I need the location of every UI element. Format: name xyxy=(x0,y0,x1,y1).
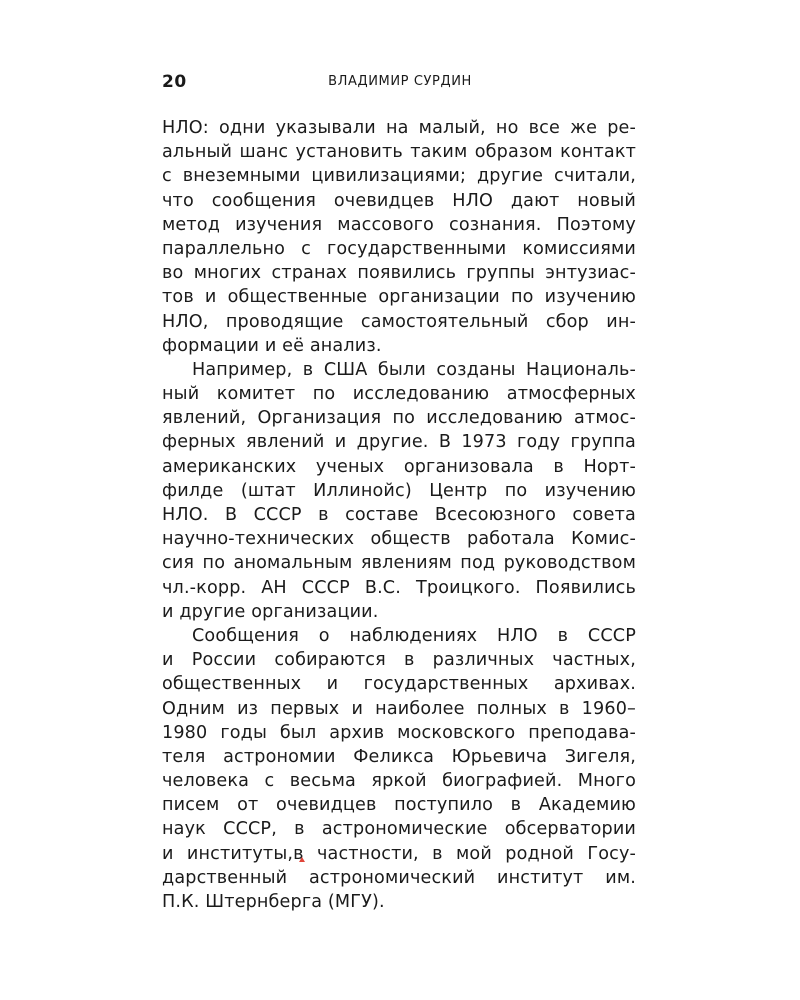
text-line: параллельно с государственными комиссиями xyxy=(162,238,636,259)
text-line: во многих странах появились группы энтузиас- xyxy=(162,263,636,284)
text-line: ный комитет по исследованию атмосферных xyxy=(162,384,636,405)
text-line: НЛО, проводящие самостоятельный сбор ин- xyxy=(162,311,636,332)
text-line: дарственный астрономический институт им. xyxy=(162,867,636,888)
text-line: с внеземными цивилизациями; другие считали, xyxy=(162,166,636,187)
text-line: чл.-корр. АН СССР В.С. Троицкого. Появились xyxy=(162,577,636,598)
paragraph xyxy=(162,358,636,624)
text-line: что сообщения очевидцев НЛО дают новый xyxy=(162,190,636,211)
text-line: тов и общественные организации по изучению xyxy=(162,287,636,308)
text-line: общественных и государственных архивах. xyxy=(162,674,636,695)
text-line: альный шанс установить таким образом контакт xyxy=(162,142,636,163)
text-line: и России собираются в различных частных, xyxy=(162,650,636,671)
text-line: и другие организации. xyxy=(162,601,379,622)
page-number: 20 xyxy=(162,72,187,92)
text-line: филде (штат Иллинойс) Центр по изучению xyxy=(162,480,636,501)
text-line: наук СССР, в астрономические обсерватории xyxy=(162,819,636,840)
running-head-author: ВЛАДИМИР СУРДИН xyxy=(328,74,472,89)
text-line: теля астрономии Феликса Юрьевича Зигеля, xyxy=(162,746,636,767)
red-caret-mark xyxy=(299,857,305,862)
text-line: научно-технических обществ работала Комис- xyxy=(162,529,636,550)
text-line: НЛО: одни указывали на малый, но все же ре- xyxy=(162,118,636,138)
text-line: человека с весьма яркой биографией. Много xyxy=(162,771,636,792)
body-text xyxy=(162,116,636,914)
text-line: метод изучения массового сознания. Поэтому xyxy=(162,214,636,235)
text-line: американских ученых организовала в Норт- xyxy=(162,456,636,477)
text-line: писем от очевидцев поступило в Академию xyxy=(162,795,636,816)
text-line: явлений, Организация по исследованию атмос- xyxy=(162,408,636,429)
text-line: Одним из первых и наиболее полных в 1960– xyxy=(162,698,636,719)
text-line: ферных явлений и другие. В 1973 году группа xyxy=(162,432,636,453)
text-line: формации и её анализ. xyxy=(162,335,382,356)
text-line: П.К. Штернберга (МГУ). xyxy=(162,892,385,912)
paragraph xyxy=(162,116,636,358)
text-line: сия по аномальным явлениям под руководством xyxy=(162,553,636,574)
text-line: Например, в США были созданы Националь- xyxy=(192,359,636,380)
paragraph xyxy=(162,624,636,914)
text-line: и институты,в частности, в мой родной Госу- xyxy=(162,843,636,864)
text-line: НЛО. В СССР в составе Всесоюзного совета xyxy=(162,505,636,525)
text-line: 1980 годы был архив московского преподава- xyxy=(162,722,636,743)
text-line: Сообщения о наблюдениях НЛО в СССР xyxy=(192,625,636,646)
